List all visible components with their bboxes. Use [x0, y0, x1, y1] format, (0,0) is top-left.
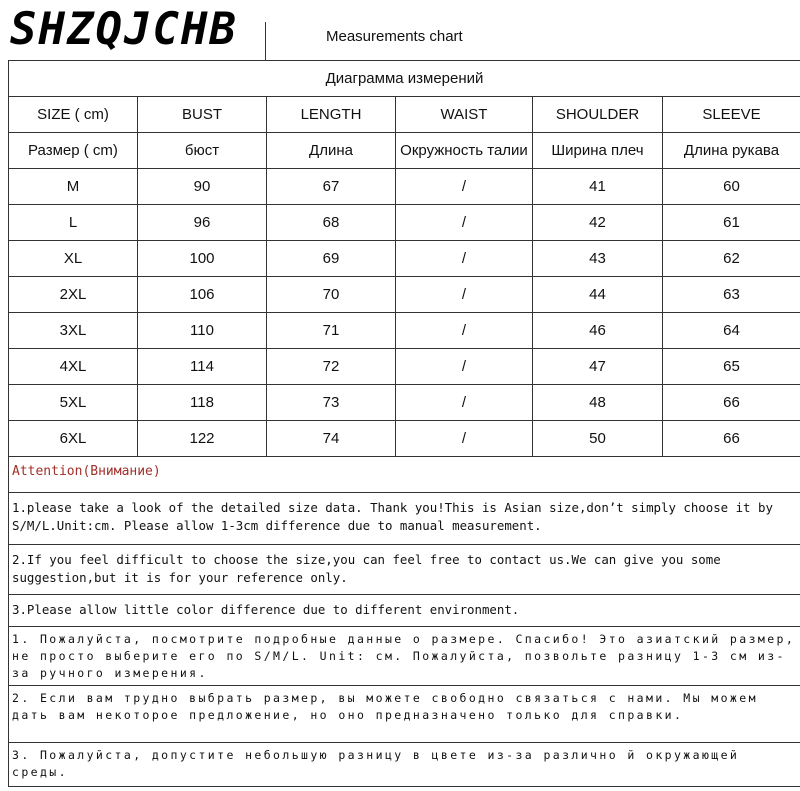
header-bust-ru: бюст — [138, 133, 267, 169]
note-ru-1: 1. Пожалуйста, посмотрите подробные данные о размере. Спасибо! Это азиатский размер, не просто выберите его по S/M/L. Unit: см. Пожалуйста, позвольте разницу 1-3 см из-за ручного измерения. — [9, 627, 800, 686]
cell-waist: / — [396, 421, 533, 457]
cell-sleeve: 66 — [663, 385, 800, 421]
cell-size: 3XL — [9, 313, 138, 349]
cell-length: 72 — [267, 349, 396, 385]
cell-shoulder: 42 — [533, 205, 663, 241]
cell-waist: / — [396, 277, 533, 313]
cell-bust: 90 — [138, 169, 267, 205]
attention-heading: Attention(Внимание) — [9, 455, 800, 493]
size-table — [8, 60, 800, 457]
table-row — [9, 241, 800, 277]
table-row — [9, 313, 800, 349]
header-row-ru — [9, 133, 800, 169]
table-row — [9, 385, 800, 421]
brand-logo: SHZQJCHB — [10, 4, 238, 55]
cell-length: 73 — [267, 385, 396, 421]
cell-length: 68 — [267, 205, 396, 241]
header-shoulder: SHOULDER — [533, 97, 663, 133]
cell-bust: 96 — [138, 205, 267, 241]
cell-waist: / — [396, 385, 533, 421]
note-ru-3: 3. Пожалуйста, допустите небольшую разницу в цвете из-за различно й окружающей среды. — [9, 743, 800, 787]
chart-title-ru: Диаграмма измерений — [9, 61, 800, 97]
note-en-3: 3.Please allow little color difference due to different environment. — [9, 595, 800, 627]
cell-size: L — [9, 205, 138, 241]
cell-size: M — [9, 169, 138, 205]
cell-sleeve: 60 — [663, 169, 800, 205]
header-size-ru: Размер ( cm) — [9, 133, 138, 169]
cell-length: 69 — [267, 241, 396, 277]
cell-bust: 118 — [138, 385, 267, 421]
cell-sleeve: 64 — [663, 313, 800, 349]
cell-shoulder: 48 — [533, 385, 663, 421]
header-sleeve-ru: Длина рукава — [663, 133, 800, 169]
cell-size: 2XL — [9, 277, 138, 313]
note-en-1: 1.please take a look of the detailed size data. Thank you!This is Asian size,don’t simply choose it by S/M/L.Unit:cm. Please allow 1-3cm difference due to manual measurement. — [9, 493, 800, 545]
table-row — [9, 421, 800, 457]
chart-title-en: Measurements chart — [326, 28, 463, 45]
cell-bust: 106 — [138, 277, 267, 313]
cell-sleeve: 62 — [663, 241, 800, 277]
table-row — [9, 169, 800, 205]
size-rows — [9, 169, 800, 457]
cell-sleeve: 61 — [663, 205, 800, 241]
notes-section — [8, 455, 800, 787]
header-waist: WAIST — [396, 97, 533, 133]
cell-size: 6XL — [9, 421, 138, 457]
cell-length: 74 — [267, 421, 396, 457]
cell-waist: / — [396, 241, 533, 277]
cell-shoulder: 41 — [533, 169, 663, 205]
header-shoulder-ru: Ширина плеч — [533, 133, 663, 169]
cell-waist: / — [396, 349, 533, 385]
cell-length: 71 — [267, 313, 396, 349]
cell-shoulder: 46 — [533, 313, 663, 349]
cell-sleeve: 66 — [663, 421, 800, 457]
cell-sleeve: 65 — [663, 349, 800, 385]
cell-shoulder: 47 — [533, 349, 663, 385]
cell-bust: 100 — [138, 241, 267, 277]
header-bust: BUST — [138, 97, 267, 133]
table-row — [9, 205, 800, 241]
cell-shoulder: 43 — [533, 241, 663, 277]
cell-waist: / — [396, 313, 533, 349]
chart-title-box — [265, 22, 800, 61]
header-waist-ru: Окружность талии — [396, 133, 533, 169]
cell-length: 67 — [267, 169, 396, 205]
cell-shoulder: 50 — [533, 421, 663, 457]
header-length-ru: Длина — [267, 133, 396, 169]
cell-size: XL — [9, 241, 138, 277]
table-row — [9, 349, 800, 385]
header-size: SIZE ( cm) — [9, 97, 138, 133]
cell-length: 70 — [267, 277, 396, 313]
table-row — [9, 277, 800, 313]
cell-bust: 114 — [138, 349, 267, 385]
table-caption-row — [9, 61, 800, 97]
note-en-2: 2.If you feel difficult to choose the size,you can feel free to contact us.We can give you some suggestion,but it is for your reference only. — [9, 545, 800, 595]
header-sleeve: SLEEVE — [663, 97, 800, 133]
cell-shoulder: 44 — [533, 277, 663, 313]
cell-sleeve: 63 — [663, 277, 800, 313]
cell-waist: / — [396, 169, 533, 205]
cell-size: 5XL — [9, 385, 138, 421]
header-length: LENGTH — [267, 97, 396, 133]
cell-bust: 110 — [138, 313, 267, 349]
note-ru-2: 2. Если вам трудно выбрать размер, вы можете свободно связаться с нами. Мы можем дать вам некоторое предложение, но оно предназначено только для справки. — [9, 686, 800, 743]
header-row-en — [9, 97, 800, 133]
cell-size: 4XL — [9, 349, 138, 385]
cell-waist: / — [396, 205, 533, 241]
cell-bust: 122 — [138, 421, 267, 457]
